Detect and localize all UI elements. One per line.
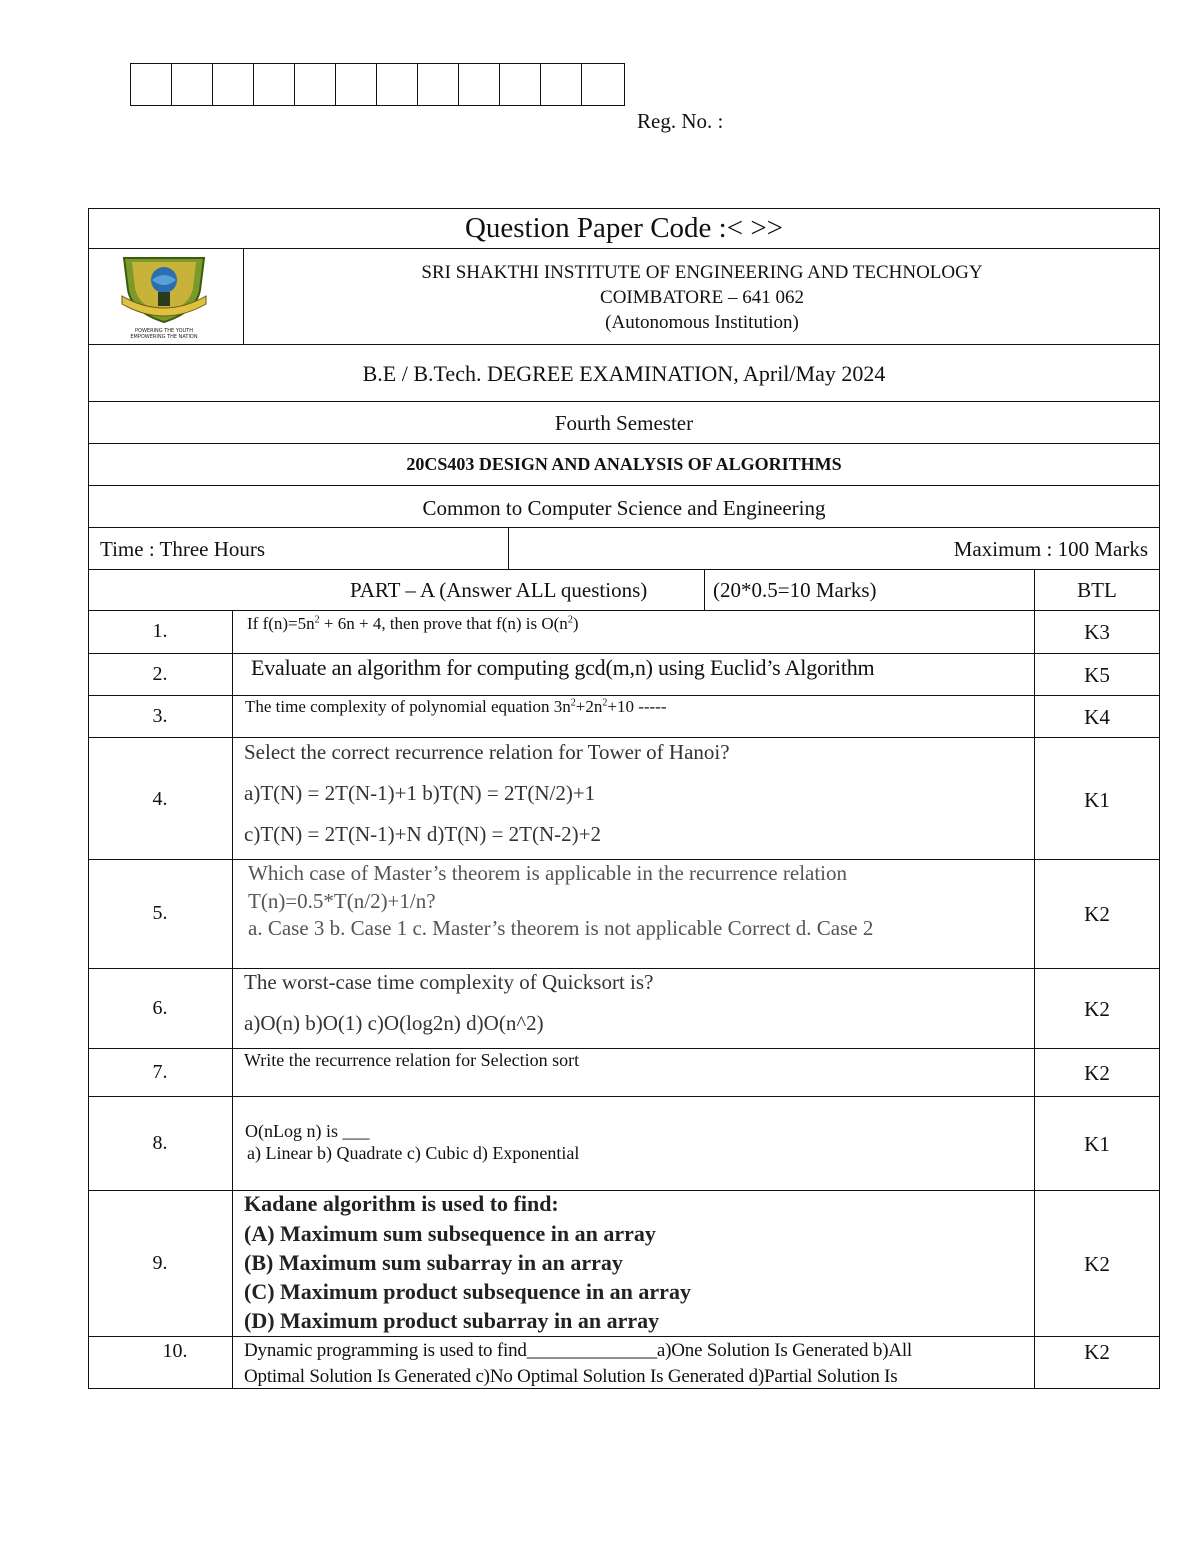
question-text: Kadane algorithm is used to find: [244,1191,559,1216]
question-text: Write the recurrence relation for Selection sort [244,1050,580,1070]
part-marks: (20*0.5=10 Marks) [713,578,877,602]
question-number: 8. [152,1132,168,1154]
reg-box[interactable] [418,64,459,105]
logo-motto-2: EMPOWERING THE NATION [130,334,198,340]
question-text: Optimal Solution Is Generated c)No Optimal Solution Is Generated d)Partial Solution Is [244,1366,898,1387]
common-to: Common to Computer Science and Engineering [422,496,826,520]
time-label: Time : Three Hours [100,537,266,561]
option-line: a) Linear b) Quadrate c) Cubic d) Exponential [247,1143,580,1163]
btl-level: K2 [1084,1340,1110,1364]
exam-title: B.E / B.Tech. DEGREE EXAMINATION, April/May 2024 [362,361,886,386]
btl-level: K2 [1084,1061,1110,1085]
course-title: 20CS403 DESIGN AND ANALYSIS OF ALGORITHMS [406,454,842,474]
btl-level: K2 [1084,997,1110,1021]
reg-box[interactable] [582,64,624,105]
reg-number-boxes[interactable] [130,63,625,106]
question-number: 10. [162,1340,188,1362]
question-number: 2. [152,663,168,685]
option-line: a)T(N) = 2T(N-1)+1 b)T(N) = 2T(N/2)+1 [244,781,596,805]
reg-box[interactable] [336,64,377,105]
question-text: Evaluate an algorithm for computing gcd(m,n) using Euclid’s Algorithm [251,655,875,680]
question-number: 5. [152,902,168,924]
btl-level: K3 [1084,620,1110,644]
logo-motto-1: POWERING THE YOUTH [135,328,193,334]
btl-header: BTL [1077,578,1117,602]
question-text: O(nLog n) is ___ [245,1121,370,1141]
question-text: The time complexity of polynomial equation $3n^2+2n^2+10$ ----- [245,697,667,716]
max-marks-label: Maximum : 100 Marks [953,537,1148,561]
reg-box[interactable] [131,64,172,105]
reg-no-label: Reg. No. : [637,109,724,133]
question-text: The worst-case time complexity of Quicksort is? [244,970,654,994]
question-text: T(n)=0.5*T(n/2)+1/n? [248,889,436,913]
paper-code: Question Paper Code :< >> [464,212,784,244]
option-line: (B) Maximum sum subarray in an array [244,1250,623,1275]
btl-level: K5 [1084,663,1110,687]
institute-name: SRI SHAKTHI INSTITUTE OF ENGINEERING AND TECHNOLOGY [421,262,983,283]
reg-box[interactable] [295,64,336,105]
part-title: PART – A (Answer ALL questions) [350,578,648,602]
reg-box[interactable] [213,64,254,105]
question-text: Select the correct recurrence relation for Tower of Hanoi? [244,740,730,764]
reg-box[interactable] [254,64,295,105]
option-line: (C) Maximum product subsequence in an array [244,1279,691,1304]
institute-city: COIMBATORE – 641 062 [600,287,804,308]
option-line: (D) Maximum product subarray in an array [244,1308,660,1333]
reg-box[interactable] [459,64,500,105]
option-line: (A) Maximum sum subsequence in an array [244,1221,656,1246]
reg-box[interactable] [172,64,213,105]
reg-box[interactable] [377,64,418,105]
option-line: a. Case 3 b. Case 1 c. Master’s theorem is not applicable Correct d. Case 2 [248,916,874,940]
question-number: 7. [152,1061,168,1083]
question-text: If $f(n)=5n^2 + 6n + 4$, then prove that f(n) is $O(n^2)$ [247,614,579,633]
question-number: 4. [152,788,168,810]
question-number: 6. [152,997,168,1019]
institute-status: (Autonomous Institution) [605,312,799,333]
btl-level: K2 [1084,902,1110,926]
btl-level: K2 [1084,1252,1110,1276]
btl-level: K1 [1084,1132,1110,1156]
option-line: a)O(n) b)O(1) c)O(log2n) d)O(n^2) [244,1011,544,1035]
question-number: 3. [152,705,168,727]
question-text: Dynamic programming is used to find______________a)One Solution Is Generated b)All [244,1340,913,1361]
question-number: 1. [152,620,168,642]
institute-logo [112,250,216,340]
reg-box[interactable] [541,64,582,105]
btl-level: K4 [1084,705,1110,729]
question-text: Which case of Master’s theorem is applicable in the recurrence relation [248,861,848,885]
semester: Fourth Semester [554,411,694,435]
btl-level: K1 [1084,788,1110,812]
reg-box[interactable] [500,64,541,105]
option-line: c)T(N) = 2T(N-1)+N d)T(N) = 2T(N-2)+2 [244,822,601,846]
question-number: 9. [152,1252,168,1274]
